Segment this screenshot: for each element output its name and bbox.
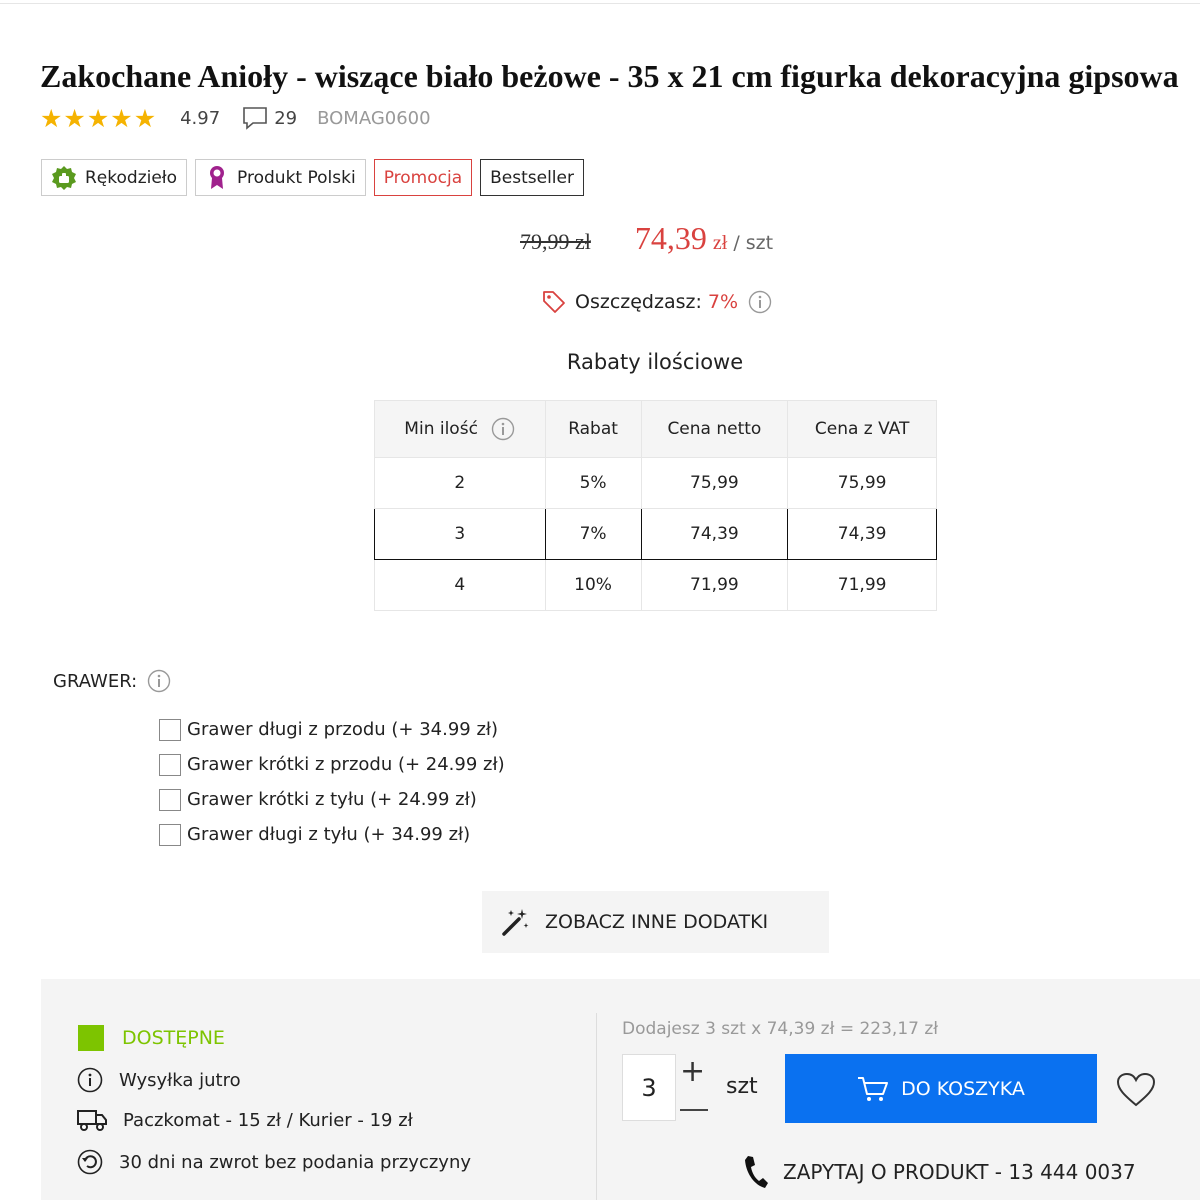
availability-status — [78, 1025, 225, 1051]
engraving-option[interactable] — [159, 782, 505, 817]
table-cell: 7% — [545, 509, 641, 560]
ask-about-product-text: ZAPYTAJ O PRODUKT - 13 444 0037 — [783, 1160, 1136, 1184]
rating-value: 4.97 — [180, 107, 221, 129]
info-icon — [77, 1067, 103, 1093]
engraving-checkbox[interactable] — [159, 789, 181, 811]
badge-label: Produkt Polski — [237, 167, 356, 188]
table-cell: 4 — [375, 560, 546, 611]
review-count[interactable]: 29 — [274, 107, 298, 129]
badge-handmade — [41, 159, 187, 196]
engraving-option[interactable] — [159, 747, 505, 782]
panel-divider — [596, 1013, 597, 1200]
star-icon: ★ — [63, 103, 86, 133]
phone-icon — [743, 1154, 769, 1190]
tag-icon — [541, 289, 567, 315]
table-header: Rabat — [545, 401, 641, 458]
magic-wand-icon — [499, 906, 531, 938]
engraving-option[interactable] — [159, 712, 505, 747]
star-icon: ★ — [40, 103, 63, 133]
savings-row — [541, 289, 772, 315]
table-row — [375, 458, 937, 509]
engraving-option-label: Grawer krótki z tyłu (+ 24.99 zł) — [187, 789, 477, 810]
rating-stars[interactable] — [40, 103, 157, 133]
badge-label: Rękodzieło — [85, 167, 178, 188]
engraving-checkbox[interactable] — [159, 719, 181, 741]
product-sku: BOMAG0600 — [317, 107, 431, 129]
table-cell: 2 — [375, 458, 546, 509]
info-icon[interactable] — [491, 417, 515, 441]
shipping-info — [77, 1067, 241, 1093]
price-currency: zł — [712, 232, 728, 254]
quantity-input[interactable]: 3 — [622, 1054, 676, 1121]
engraving-label: GRAWER: — [53, 670, 138, 692]
quantity-unit: szt — [726, 1074, 758, 1099]
table-cell: 71,99 — [788, 560, 937, 611]
engraving-checkbox[interactable] — [159, 824, 181, 846]
quantity-increase-button[interactable]: + — [680, 1054, 706, 1089]
quantity-decrease-button[interactable] — [680, 1109, 708, 1111]
availability-text: DOSTĘPNE — [122, 1027, 225, 1049]
add-to-cart-button[interactable] — [785, 1054, 1097, 1123]
cart-icon — [857, 1075, 889, 1103]
star-icon: ★ — [86, 103, 110, 133]
engraving-option-label: Grawer długi z przodu (+ 34.99 zł) — [187, 719, 499, 740]
availability-indicator — [78, 1025, 104, 1051]
table-cell: 75,99 — [641, 458, 788, 509]
table-cell: 3 — [375, 509, 546, 560]
info-icon[interactable] — [147, 669, 171, 693]
table-cell: 74,39 — [641, 509, 788, 560]
returns-info — [77, 1149, 471, 1175]
table-cell: 5% — [545, 458, 641, 509]
badge-list — [41, 159, 584, 196]
price-row — [520, 220, 773, 257]
ask-about-product-link[interactable] — [743, 1154, 1136, 1190]
engraving-options — [159, 712, 505, 852]
engraving-option[interactable] — [159, 817, 505, 852]
top-divider — [0, 0, 1200, 4]
discount-title: Rabaty ilościowe — [566, 350, 744, 374]
price-unit: / szt — [733, 232, 774, 254]
savings-label: Oszczędzasz: — [575, 291, 702, 313]
delivery-info — [77, 1108, 413, 1132]
star-icon: ★ — [133, 103, 157, 133]
returns-text: 30 dni na zwrot bez podania przyczyny — [119, 1151, 472, 1173]
engraving-option-label: Grawer krótki z przodu (+ 24.99 zł) — [187, 754, 505, 775]
engraving-section-label — [53, 669, 171, 693]
table-cell: 74,39 — [788, 509, 937, 560]
more-addons-button[interactable] — [482, 891, 829, 953]
table-header — [375, 401, 546, 458]
heart-icon[interactable] — [1116, 1072, 1156, 1108]
add-to-cart-label: DO KOSZYKA — [901, 1077, 1025, 1100]
engraving-option-label: Grawer długi z tyłu (+ 34.99 zł) — [187, 824, 471, 845]
table-cell: 75,99 — [788, 458, 937, 509]
star-icon: ★ — [110, 103, 133, 133]
old-price: 79,99 zł — [520, 229, 591, 254]
rating-row — [40, 104, 431, 132]
award-icon — [205, 164, 229, 192]
table-header: Cena netto — [641, 401, 788, 458]
header-min-qty: Min ilość — [404, 419, 478, 439]
badge-promotion — [374, 159, 472, 196]
delivery-text: Paczkomat - 15 zł / Kurier - 19 zł — [123, 1109, 413, 1131]
truck-icon — [77, 1108, 107, 1132]
handmade-icon — [51, 165, 77, 191]
info-icon[interactable] — [748, 290, 772, 314]
table-header: Cena z VAT — [788, 401, 937, 458]
badge-bestseller — [480, 159, 584, 196]
badge-polish-product — [195, 159, 366, 196]
table-cell: 71,99 — [641, 560, 788, 611]
shipping-text: Wysyłka jutro — [119, 1069, 241, 1091]
cart-summary: Dodajesz 3 szt x 74,39 zł = 223,17 zł — [622, 1019, 939, 1039]
badge-label: Promocja — [383, 167, 463, 188]
savings-percent: 7% — [707, 291, 739, 313]
discount-table — [374, 400, 937, 611]
table-header-row — [375, 401, 937, 458]
table-row — [375, 560, 937, 611]
more-addons-label: ZOBACZ INNE DODATKI — [545, 911, 769, 933]
return-icon — [77, 1149, 103, 1175]
badge-label: Bestseller — [490, 167, 574, 188]
table-row-active — [375, 509, 937, 560]
table-cell: 10% — [545, 560, 641, 611]
current-price: 74,39 — [634, 220, 707, 256]
comment-icon[interactable] — [242, 106, 268, 130]
product-title: Zakochane Anioły - wiszące biało beżowe - 35 x 21 cm figurka dekoracyjna gipsowa — [40, 58, 1179, 94]
engraving-checkbox[interactable] — [159, 754, 181, 776]
